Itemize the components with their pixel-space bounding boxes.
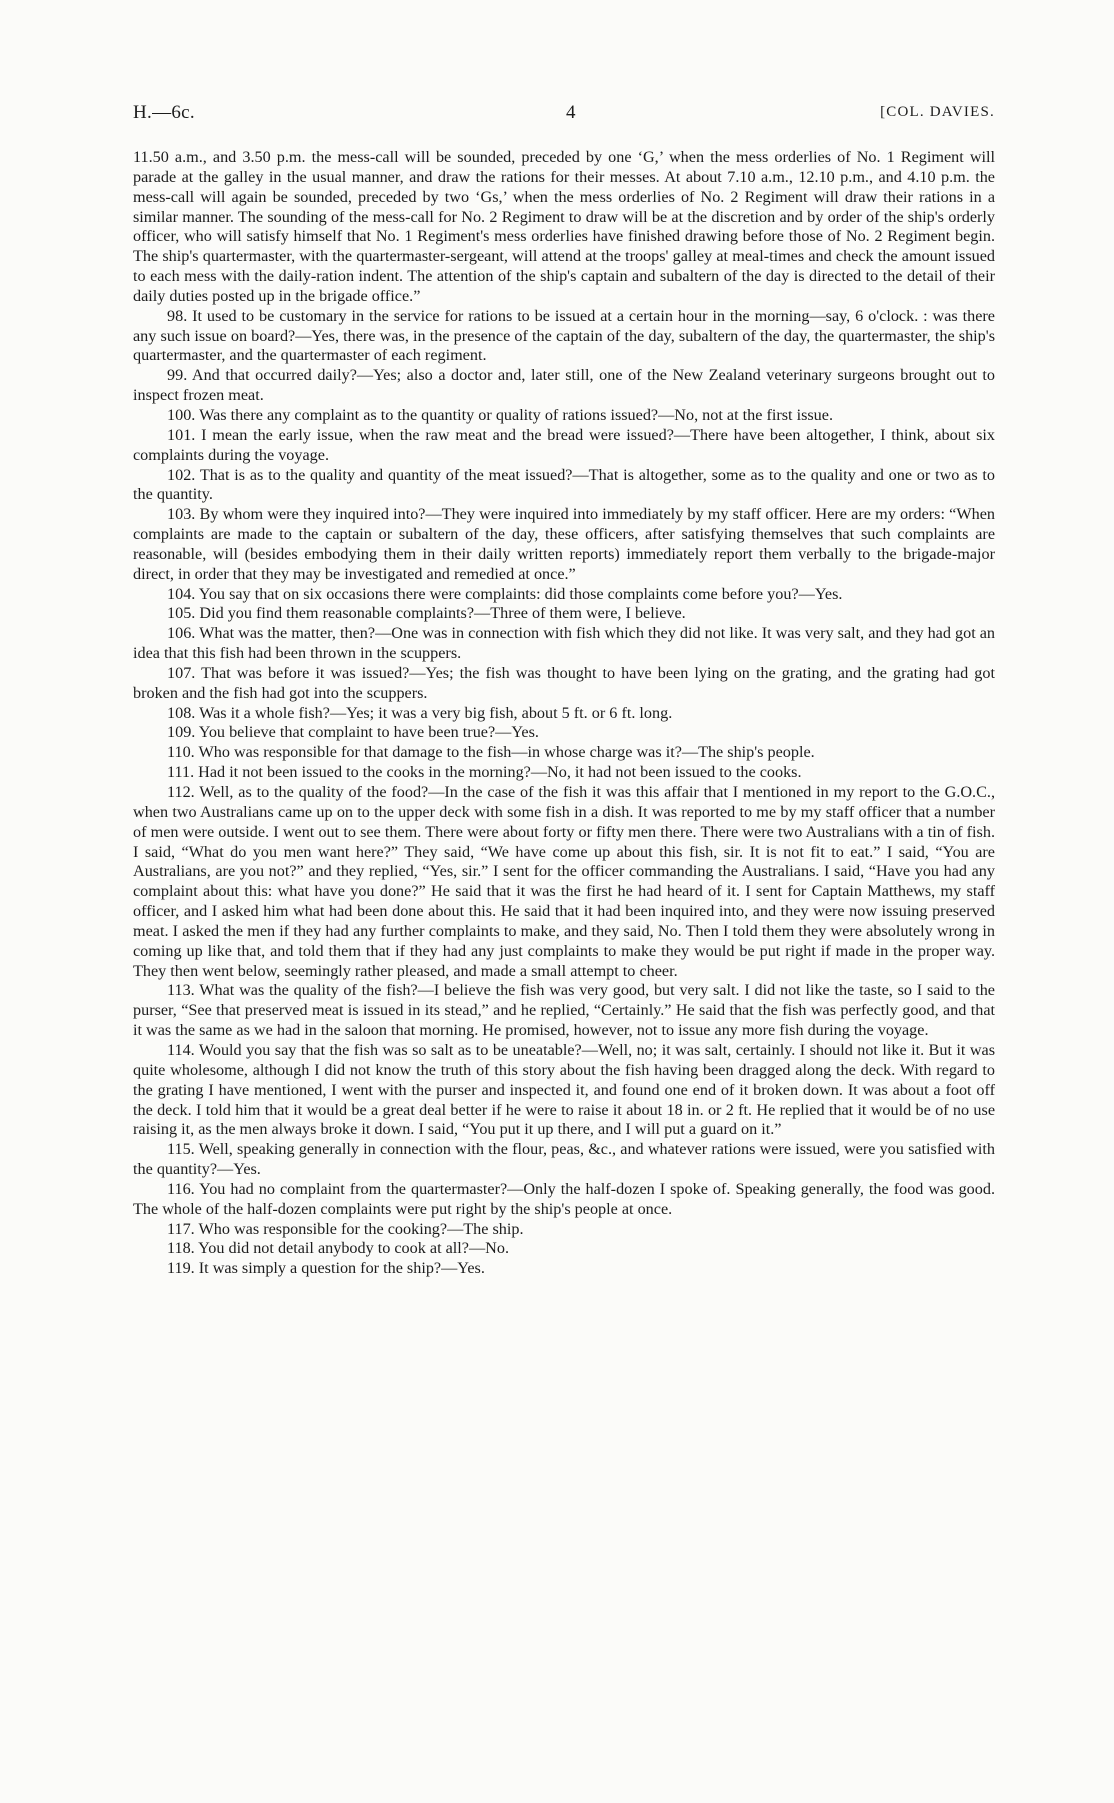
question-106: 106. What was the matter, then?—One was in connection with fish which they did not like. It was very salt, and they had got an idea that this fish had been thrown in the scuppers.: [133, 624, 996, 663]
page-number: 4: [566, 102, 576, 123]
question-119: 119. It was simply a question for the ship?—Yes.: [167, 1259, 485, 1278]
page-header: [133, 102, 995, 126]
question-102: 102. That is as to the quality and quantity of the meat issued?—That is altogether, some as to the quality and one or two as to the quantity.: [133, 465, 995, 504]
page-body: [133, 148, 995, 1279]
question-111: 111. Had it not been issued to the cooks in the morning?—No, it had not been issued to the cooks.: [167, 763, 802, 782]
question-108: 108. Was it a whole fish?—Yes; it was a very big fish, about 5 ft. or 6 ft. long.: [167, 703, 673, 722]
question-118: 118. You did not detail anybody to cook at all?—No.: [167, 1239, 509, 1258]
question-103: 103. By whom were they inquired into?—They were inquired into immediately by my staff officer. Here are my orders: “When complaints are made to the captain or subaltern of the day, these officers, after satisfying themselves that such complaints are reasonable, will (besides embodying them in their daily written reports) immediately report them verbally to the brigade-major direct, in order that they may be investigated and remedied at once.”: [133, 505, 995, 583]
question-113: 113. What was the quality of the fish?—I believe the fish was very good, but very salt. I did not like the taste, so I said to the purser, “See that preserved meat is issued in its stead,” and he replied, “Certainly.” He said that the fish was perfectly good, and that it was the same as we had in the saloon that morning. He promised, however, not to issue any more fish during the voyage.: [133, 981, 995, 1040]
question-101: 101. I mean the early issue, when the raw meat and the bread were issued?—There have been altogether, I think, about six complaints during the voyage.: [133, 425, 995, 464]
document-reference: H.—6c.: [133, 102, 195, 123]
question-105: 105. Did you find them reasonable complaints?—Three of them were, I believe.: [167, 604, 686, 623]
question-117: 117. Who was responsible for the cooking?—The ship.: [167, 1219, 524, 1238]
question-99: 99. And that occurred daily?—Yes; also a doctor and, later still, one of the New Zealand veterinary surgeons brought out to inspect frozen meat.: [133, 366, 995, 405]
witness-name: [COL. DAVIES.: [880, 104, 995, 120]
question-107: 107. That was before it was issued?—Yes; the fish was thought to have been lying on the grating, and the grating had got broken and the fish had got into the scuppers.: [133, 663, 995, 702]
question-112: 112. Well, as to the quality of the food?—In the case of the fish it was this affair that I mentioned in my report to the G.O.C., when two Australians came up on to the upper deck with some fish in a dish. It was reported to me by my staff officer that a number of men were outside. I went out to see them. There were about forty or fifty men there. There were two Australians with a tin of fish. I said, “What do you men want here?” They said, “We have come up about this fish, sir. It is not fit to eat.” I said, “You are Australians, are you not?” and they replied, “Yes, sir.” I sent for the officer commanding the Australians. I said, “Have you had any complaint about this: what have you done?” He said that it was the first he had heard of it. I sent for Captain Matthews, my staff officer, and I asked him what had been done about this. He said that it had been inquired into, and they were now issuing preserved meat. I asked the men if they had any further complaints to make, and they said, No. Then I told them they were absolutely wrong in coming up like that, and told them that if they had any just complaints to make they would be put right if made in the proper way. They then went below, seemingly rather pleased, and made a small attempt to cheer.: [133, 783, 995, 980]
question-109: 109. You believe that complaint to have been true?—Yes.: [167, 723, 539, 742]
question-115: 115. Well, speaking generally in connection with the flour, peas, &c., and whatever rations were issued, were you satisfied with the quantity?—Yes.: [133, 1140, 995, 1179]
question-110: 110. Who was responsible for that damage to the fish—in whose charge was it?—The ship's people.: [167, 743, 815, 762]
question-116: 116. You had no complaint from the quartermaster?—Only the half-dozen I spoke of. Speaking generally, the food was good. The whole of the half-dozen complaints were put right by the ship's people at once.: [133, 1179, 995, 1218]
question-98: 98. It used to be customary in the service for rations to be issued at a certain hour in the morning—say, 6 o'clock. : was there any such issue on board?—Yes, there was, in the presence of the captain of the day, subaltern of the day, the quartermaster, the ship's quartermaster, and the quartermaster of each regiment.: [133, 306, 995, 365]
question-104: 104. You say that on six occasions there were complaints: did those complaints come before you?—Yes.: [167, 584, 843, 603]
question-114: 114. Would you say that the fish was so salt as to be uneatable?—Well, no; it was salt, certainly. I should not like it. But it was quite wholesome, although I did not know the truth of this story about the fish having been dragged along the deck. With regard to the grating I have mentioned, I went with the purser and inspected it, and found one end of it broken down. It was about a foot off the deck. I told him that it would be a great deal better if he were to raise it about 18 in. or 2 ft. He replied that it would be of no use raising it, as the men always broke it down. I said, “You put it up there, and I will put a guard on it.”: [133, 1040, 995, 1139]
paragraph-continuation: 11.50 a.m., and 3.50 p.m. the mess-call will be sounded, preceded by one ‘G,’ when the mess orderlies of No. 1 Regiment will parade at the galley in the usual manner, and draw the rations for their messes. At about 7.10 a.m., 12.10 p.m., and 4.10 p.m. the mess-call will again be sounded, preceded by two ‘Gs,’ when the mess orderlies of No. 2 Regiment will draw their rations in a similar manner. The sounding of the mess-call for No. 2 Regiment to draw will be at the discretion and by order of the ship's orderly officer, who will satisfy himself that No. 1 Regiment's mess orderlies have finished drawing before those of No. 2 Regiment begin. The ship's quartermaster, with the quartermaster-sergeant, will attend at the troops' galley at meal-times and check the amount issued to each mess with the daily-ration indent. The attention of the ship's captain and subaltern of the day is directed to the detail of their daily duties posted up in the brigade office.”: [133, 148, 995, 305]
question-100: 100. Was there any complaint as to the quantity or quality of rations issued?—No, not at the first issue.: [167, 405, 834, 424]
